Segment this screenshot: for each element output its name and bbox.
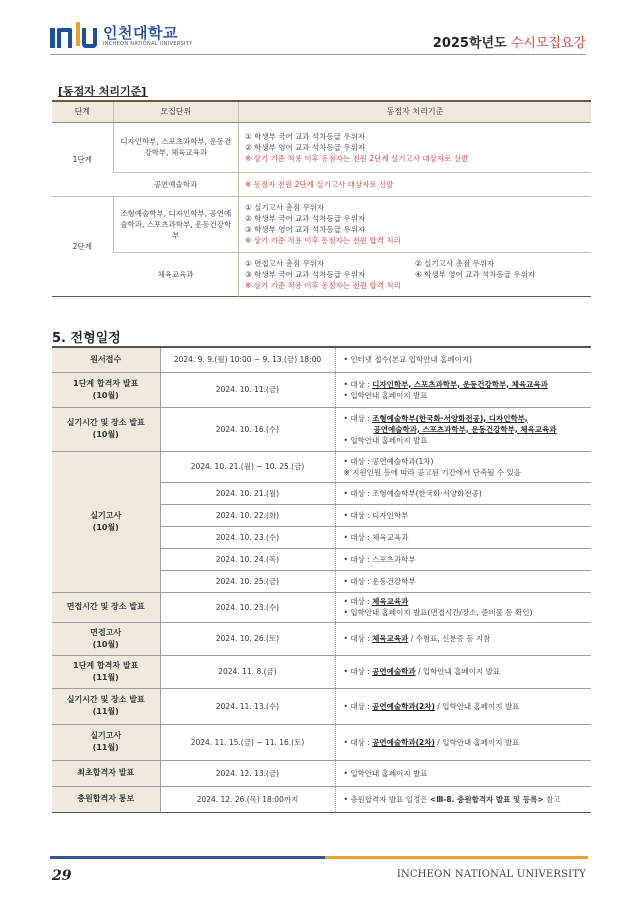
unit-cell: 체육교육과 bbox=[113, 252, 238, 296]
schedule-desc: • 대상 : 운동건강학부 bbox=[335, 570, 591, 592]
page-number: 29 bbox=[52, 868, 72, 884]
schedule-date: 2024. 9. 9.(월) 10:00 ~ 9. 13.(금) 18:00 bbox=[160, 347, 335, 372]
schedule-label: 원서접수 bbox=[52, 347, 160, 372]
criteria-item: ④ 학생부 영어 교과 석차등급 우위자 bbox=[415, 269, 536, 279]
tie-criteria-table bbox=[52, 100, 591, 297]
table-row bbox=[52, 760, 591, 786]
schedule-date: 2024. 10. 21.(월) ~ 10. 25.(금) bbox=[160, 451, 335, 482]
schedule-label: 실기고사 (10월) bbox=[52, 451, 160, 592]
header-unit: 모집단위 bbox=[113, 101, 238, 122]
stage-cell: 1단계 bbox=[52, 122, 113, 196]
logo-english-name: INCHEON NATIONAL UNIVERSITY bbox=[103, 40, 193, 47]
schedule-date: 2024. 11. 15.(금) ~ 11. 16.(토) bbox=[160, 724, 335, 760]
university-logo bbox=[50, 24, 192, 48]
schedule-date: 2024. 12. 13.(금) bbox=[160, 760, 335, 786]
schedule-date: 2024. 10. 23.(수) bbox=[160, 526, 335, 548]
criteria-item: ③ 학생부 영어 교과 석차등급 우위자 bbox=[245, 225, 366, 234]
table-row bbox=[52, 252, 591, 296]
table-row bbox=[52, 372, 591, 407]
criteria-cell bbox=[239, 196, 592, 252]
logo-korean-name: 인천대학교 bbox=[103, 23, 178, 42]
header-criteria: 동점자 처리기준 bbox=[239, 101, 592, 122]
unit-cell: 조형예술학부, 디자인학부, 공연예술학과, 스포츠과학부, 운동건강학부 bbox=[113, 196, 238, 252]
schedule-date: 2024. 10. 23.(수) bbox=[160, 592, 335, 622]
schedule-label: 1단계 합격자 발표 (10월) bbox=[52, 372, 160, 407]
table-header-row bbox=[52, 101, 591, 122]
schedule-table bbox=[52, 346, 591, 813]
schedule-label: 실기시간 및 장소 발표 (11월) bbox=[52, 688, 160, 724]
table-row bbox=[52, 122, 591, 172]
table-row bbox=[52, 172, 591, 196]
stage-cell: 2단계 bbox=[52, 196, 113, 296]
table-row bbox=[52, 688, 591, 724]
criteria-item: ② 학생부 영어 교과 석차등급 우위자 bbox=[245, 142, 366, 152]
document-title-year: 2025학년도 bbox=[432, 36, 507, 51]
criteria-note: ※ 상기 기준 적용 이후 동점자는 전원 합격 처리 bbox=[245, 236, 401, 245]
criteria-item: ② 실기고사 총점 우위자 bbox=[415, 258, 495, 268]
schedule-label: 1단계 합격자 발표 (11월) bbox=[52, 655, 160, 688]
table-row bbox=[52, 196, 591, 252]
criteria-note: ※ 동점자 전원 2단계 실기고사 대상자로 선발 bbox=[245, 179, 394, 189]
footer-divider-orange bbox=[325, 856, 588, 859]
schedule-date: 2024. 11. 8.(금) bbox=[160, 655, 335, 688]
criteria-cell bbox=[239, 122, 592, 172]
schedule-section-title: 5. 전형일정 bbox=[52, 331, 121, 346]
table-row bbox=[52, 592, 591, 622]
header-stage: 단계 bbox=[52, 101, 113, 122]
tie-section-title: [동점자 처리기준] bbox=[58, 85, 147, 98]
schedule-label: 최초합격자 발표 bbox=[52, 760, 160, 786]
criteria-item: ③ 학생부 국어 교과 석차등급 우위자 bbox=[245, 269, 366, 279]
schedule-desc: • 대상 : 체육교육과 bbox=[335, 526, 591, 548]
logo-mark-icon bbox=[50, 24, 97, 48]
schedule-date: 2024. 10. 24.(목) bbox=[160, 548, 335, 570]
criteria-note: ※ 상기 기준 적용 이후 동점자는 전원 합격 처리 bbox=[245, 280, 401, 290]
criteria-item: ① 면접고사 총점 우위자 bbox=[245, 258, 325, 268]
schedule-desc: • 인터넷 접수(본교 입학안내 홈페이지) bbox=[335, 347, 591, 372]
schedule-date: 2024. 12. 26.(목) 18:00까지 bbox=[160, 786, 335, 812]
schedule-desc: • 대상 : 공연예술학과 / 입학안내 홈페이지 발표 bbox=[335, 655, 591, 688]
table-row bbox=[52, 786, 591, 812]
schedule-desc: • 대상 : 공연예술학과(2차) / 입학안내 홈페이지 발표 bbox=[335, 688, 591, 724]
schedule-desc: • 대상 : 공연예술학과(2차) / 입학안내 홈페이지 발표 bbox=[335, 724, 591, 760]
unit-cell: 디자인학부, 스포츠과학부, 운동건강학부, 체육교육과 bbox=[113, 122, 238, 172]
schedule-date: 2024. 10. 26.(토) bbox=[160, 622, 335, 655]
page-header bbox=[0, 0, 638, 60]
footer-university: INCHEON NATIONAL UNIVERSITY bbox=[396, 869, 586, 880]
document-title-accent: 수시모집요강 bbox=[510, 36, 586, 51]
criteria-item: ① 실기고사 총점 우위자 bbox=[245, 203, 325, 212]
document-title bbox=[433, 32, 586, 51]
table-row bbox=[52, 347, 591, 372]
schedule-label: 면접고사 (10월) bbox=[52, 622, 160, 655]
schedule-label: 실기고사 (11월) bbox=[52, 724, 160, 760]
table-row bbox=[52, 407, 591, 451]
header-divider bbox=[50, 54, 586, 55]
criteria-item: ① 학생부 국어 교과 석차등급 우위자 bbox=[245, 131, 366, 141]
schedule-date: 2024. 10. 22.(화) bbox=[160, 504, 335, 526]
schedule-desc: • 대상 : 공연예술학과(1차) ※ 지원인원 등에 따라 공고된 기간에서 단축될 수 있음 bbox=[335, 451, 591, 482]
schedule-date: 2024. 11. 13.(수) bbox=[160, 688, 335, 724]
table-row bbox=[52, 655, 591, 688]
schedule-date: 2024. 10. 11.(금) bbox=[160, 372, 335, 407]
schedule-desc: • 대상 : 체육교육과 / 수험표, 신분증 등 지참 bbox=[335, 622, 591, 655]
criteria-cell bbox=[239, 172, 592, 196]
schedule-desc: • 대상 : 스포츠과학부 bbox=[335, 548, 591, 570]
tie-section-underline bbox=[58, 96, 148, 97]
schedule-label: 면접시간 및 장소 발표 bbox=[52, 592, 160, 622]
table-row bbox=[52, 622, 591, 655]
schedule-label: 실기시간 및 장소 발표 (10월) bbox=[52, 407, 160, 451]
table-row bbox=[52, 724, 591, 760]
criteria-note: ※ 상기 기준 적용 이후 동점자는 전원 2단계 실기고사 대상자로 선발 bbox=[245, 153, 469, 163]
schedule-desc: • 대상 : 체육교육과 • 입학안내 홈페이지 발표(면접시간/장소, 준비물 등 확인) bbox=[335, 592, 591, 622]
criteria-cell bbox=[239, 252, 592, 296]
table-row bbox=[52, 451, 591, 482]
schedule-desc: • 대상 : 조형예술학부(한국화·서양화전공), 디자인학부, 공연예술학과, 스포츠과학부, 운동건강학부, 체육교육과 • 입학안내 홈페이지 발표 bbox=[335, 407, 591, 451]
criteria-item: ② 학생부 국어 교과 석차등급 우위자 bbox=[245, 214, 366, 223]
schedule-label: 충원합격자 통보 bbox=[52, 786, 160, 812]
schedule-date: 2024. 10. 25.(금) bbox=[160, 570, 335, 592]
schedule-date: 2024. 10. 16.(수) bbox=[160, 407, 335, 451]
schedule-desc: • 충원합격자 발표 일정은 <Ⅲ-8. 충원합격자 발표 및 등록> 참고 bbox=[335, 786, 591, 812]
schedule-desc: • 입학안내 홈페이지 발표 bbox=[335, 760, 591, 786]
schedule-desc: • 대상 : 디자인학부, 스포츠과학부, 운동건강학부, 체육교육과 • 입학안내 홈페이지 발표 bbox=[335, 372, 591, 407]
footer-divider-blue bbox=[50, 856, 325, 859]
schedule-desc: • 대상 : 조형예술학부(한국화·서양화전공) bbox=[335, 482, 591, 504]
schedule-desc: • 대상 : 디자인학부 bbox=[335, 504, 591, 526]
schedule-date: 2024. 10. 21.(월) bbox=[160, 482, 335, 504]
unit-cell: 공연예술학과 bbox=[113, 172, 238, 196]
